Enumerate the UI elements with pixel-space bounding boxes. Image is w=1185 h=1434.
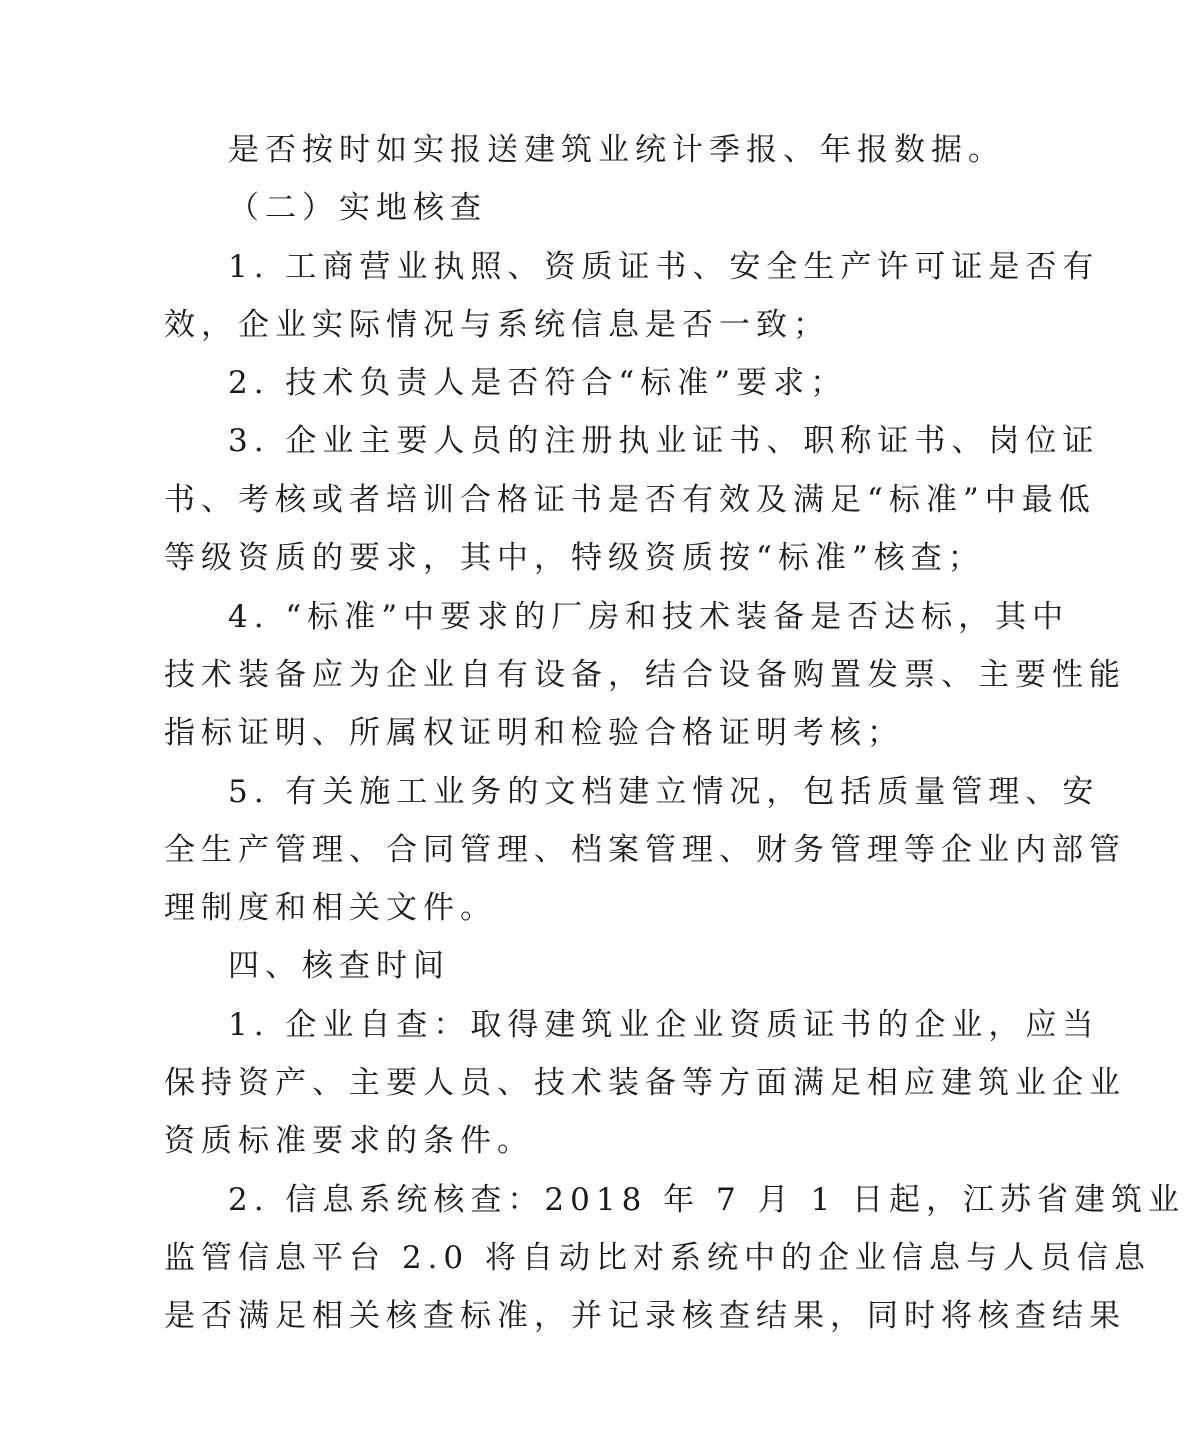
text-line: 效，企业实际情况与系统信息是否一致； xyxy=(164,307,830,343)
text-line: 2. 信息系统核查：2018 年 7 月 1 日起，江苏省建筑业 xyxy=(228,1182,1185,1218)
text-line: 保持资产、主要人员、技术装备等方面满足相应建筑业企业 xyxy=(164,1065,1126,1101)
text-line: 是否满足相关核查标准，并记录核查结果，同时将核查结果 xyxy=(164,1298,1126,1334)
text-line: 书、考核或者培训合格证书是否有效及满足“标准”中最低 xyxy=(164,482,1096,518)
text-line: 理制度和相关文件。 xyxy=(164,890,497,926)
text-line: 等级资质的要求，其中，特级资质按“标准”核查； xyxy=(164,540,985,576)
section-heading-onsite-check: （二）实地核查 xyxy=(228,190,487,226)
text-line: 全生产管理、合同管理、档案管理、财务管理等企业内部管 xyxy=(164,832,1126,868)
text-line: 1. 工商营业执照、资质证书、安全生产许可证是否有 xyxy=(228,249,1100,285)
text-line: 4. “标准”中要求的厂房和技术装备是否达标，其中 xyxy=(228,599,1070,635)
text-line: 资质标准要求的条件。 xyxy=(164,1123,534,1159)
text-line: 5. 有关施工业务的文档建立情况，包括质量管理、安 xyxy=(228,774,1100,810)
text-line: 指标证明、所属权证明和检验合格证明考核； xyxy=(164,715,904,751)
text-line: 是否按时如实报送建筑业统计季报、年报数据。 xyxy=(228,132,1005,168)
text-line: 技术装备应为企业自有设备，结合设备购置发票、主要性能 xyxy=(164,657,1126,693)
text-line: 监管信息平台 2.0 将自动比对系统中的企业信息与人员信息 xyxy=(164,1240,1152,1276)
section-heading-check-time: 四、核查时间 xyxy=(228,948,450,984)
text-line: 3. 企业主要人员的注册执业证书、职称证书、岗位证 xyxy=(228,423,1100,459)
text-line: 1. 企业自查：取得建筑业企业资质证书的企业，应当 xyxy=(228,1007,1100,1043)
text-line: 2. 技术负责人是否符合“标准”要求； xyxy=(228,365,848,401)
